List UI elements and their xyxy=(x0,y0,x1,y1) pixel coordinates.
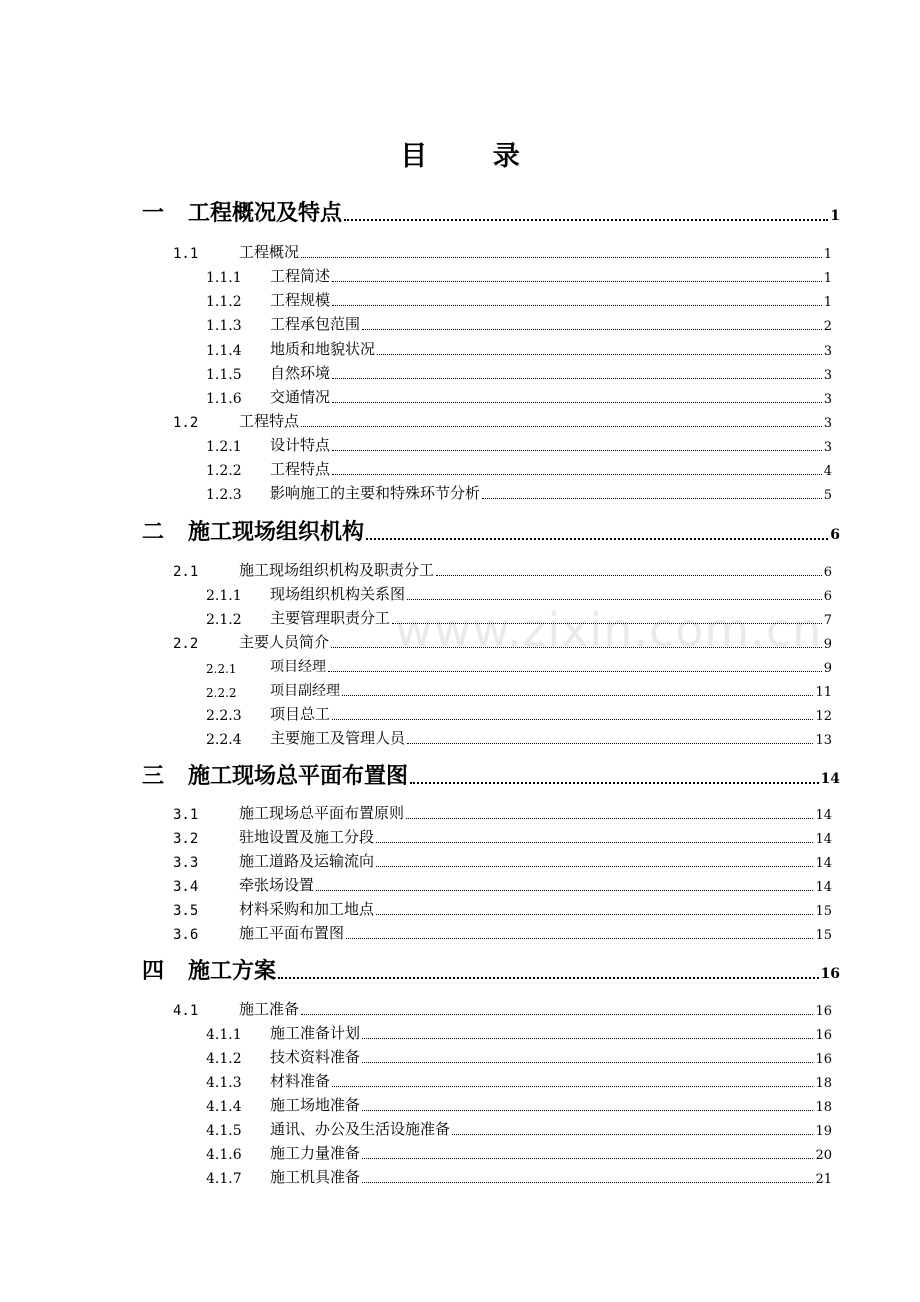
dot-leader xyxy=(407,743,813,744)
toc-page-number: 14 xyxy=(815,832,832,847)
toc-heading: 工程概况及特点 xyxy=(188,201,343,226)
toc-number: 3.4 xyxy=(173,879,199,895)
toc-heading: 通讯、办公及生活设施准备 xyxy=(270,1120,451,1138)
toc-entry[interactable] xyxy=(206,1093,832,1115)
dot-leader xyxy=(332,1086,813,1087)
dot-leader xyxy=(366,538,828,540)
toc-heading: 施工现场总平面布置图 xyxy=(188,764,409,789)
toc-entry[interactable] xyxy=(206,1117,832,1139)
dot-leader xyxy=(332,281,822,282)
toc-entry[interactable] xyxy=(206,264,832,286)
dot-leader xyxy=(362,1110,813,1111)
toc-number: 1.2.2 xyxy=(206,463,242,479)
toc-page-number: 2 xyxy=(823,319,832,334)
dot-leader xyxy=(452,1134,813,1135)
toc-entry[interactable] xyxy=(173,801,832,823)
toc-number: 3.5 xyxy=(173,903,199,919)
toc-page-number: 1 xyxy=(823,295,832,310)
toc-heading: 施工现场组织机构 xyxy=(188,520,365,545)
toc-page-number: 18 xyxy=(815,1076,832,1091)
dot-leader xyxy=(436,575,822,576)
toc-entry[interactable] xyxy=(206,288,832,310)
toc-number: 1.1.5 xyxy=(206,367,242,383)
toc-page-number: 16 xyxy=(815,1052,832,1067)
toc-page-number: 3 xyxy=(823,368,832,383)
toc-heading: 施工力量准备 xyxy=(270,1144,361,1162)
toc-entry[interactable] xyxy=(206,312,832,334)
toc-number: 1.2.1 xyxy=(206,439,242,455)
toc-heading: 施工现场组织机构及职责分工 xyxy=(239,561,435,579)
toc-entry[interactable] xyxy=(206,678,832,700)
toc-number: 1.1.3 xyxy=(206,318,242,334)
toc-heading: 自然环境 xyxy=(270,364,331,382)
toc-heading: 主要施工及管理人员 xyxy=(270,729,406,747)
toc-number: 1.1 xyxy=(173,246,199,262)
dot-leader xyxy=(362,329,822,330)
toc-heading: 工程特点 xyxy=(239,412,300,430)
toc-page-number: 18 xyxy=(815,1100,832,1115)
dot-leader xyxy=(376,866,813,867)
toc-heading: 施工道路及运输流向 xyxy=(239,852,375,870)
toc-entry[interactable] xyxy=(142,516,840,546)
toc-heading: 影响施工的主要和特殊环节分析 xyxy=(270,484,481,502)
dot-leader xyxy=(346,938,813,939)
toc-number: 1.1.6 xyxy=(206,391,242,407)
toc-entry[interactable] xyxy=(206,582,832,604)
toc-page-number: 3 xyxy=(823,440,832,455)
dot-leader xyxy=(362,1158,813,1159)
toc-heading: 施工准备 xyxy=(239,1000,300,1018)
toc-page-number: 4 xyxy=(823,464,832,479)
dot-leader xyxy=(362,1062,813,1063)
toc-entry[interactable] xyxy=(206,1141,832,1163)
toc-page-number: 5 xyxy=(823,488,832,503)
toc-entry[interactable] xyxy=(206,457,832,479)
dot-leader xyxy=(316,890,813,891)
toc-number: 4.1.4 xyxy=(206,1099,242,1115)
toc-entry[interactable] xyxy=(206,1165,832,1187)
toc-page-number: 11 xyxy=(815,685,832,700)
toc-entry[interactable] xyxy=(173,240,832,262)
toc-number: 4.1.6 xyxy=(206,1147,242,1163)
dot-leader xyxy=(278,977,819,979)
toc-entry[interactable] xyxy=(173,849,832,871)
toc-page-number: 9 xyxy=(823,661,832,676)
toc-page-number: 6 xyxy=(823,589,832,604)
toc-heading: 工程概况 xyxy=(239,243,300,261)
toc-number: 2.1.1 xyxy=(206,588,242,604)
toc-number: 1.2 xyxy=(173,415,199,431)
toc-entry[interactable] xyxy=(173,897,832,919)
dot-leader xyxy=(377,354,822,355)
toc-entry[interactable] xyxy=(142,955,840,985)
toc-entry[interactable] xyxy=(206,1045,832,1067)
toc-heading: 项目总工 xyxy=(270,705,331,723)
dot-leader xyxy=(407,599,822,600)
toc-heading: 设计特点 xyxy=(270,436,331,454)
toc-number: 4.1.5 xyxy=(206,1123,242,1139)
dot-leader xyxy=(482,498,822,499)
toc-heading: 工程承包范围 xyxy=(270,315,361,333)
toc-entry[interactable] xyxy=(173,997,832,1019)
toc-page-number: 19 xyxy=(815,1124,832,1139)
dot-leader xyxy=(332,378,822,379)
toc-page-number: 14 xyxy=(815,880,832,895)
dot-leader xyxy=(406,818,813,819)
toc-entry[interactable] xyxy=(206,702,832,724)
toc-heading: 施工方案 xyxy=(188,959,277,984)
toc-heading: 施工现场总平面布置原则 xyxy=(239,804,405,822)
toc-entry[interactable] xyxy=(206,337,832,359)
toc-number: 2.2.1 xyxy=(206,662,237,676)
toc-page-number: 9 xyxy=(823,637,832,652)
toc-entry[interactable] xyxy=(206,606,832,628)
dot-leader xyxy=(376,914,813,915)
toc-page-number: 15 xyxy=(815,904,832,919)
toc-number: 2.2.4 xyxy=(206,732,242,748)
toc-page-number: 16 xyxy=(815,1004,832,1019)
toc-number: 1.2.3 xyxy=(206,487,242,503)
toc-entry[interactable] xyxy=(173,825,832,847)
toc-number: 4.1 xyxy=(173,1003,199,1019)
dot-leader xyxy=(332,402,822,403)
toc-page-number: 3 xyxy=(823,416,832,431)
toc-heading: 施工机具准备 xyxy=(270,1168,361,1186)
toc-number: 4.1.1 xyxy=(206,1027,242,1043)
toc-heading: 牵张场设置 xyxy=(239,876,315,894)
toc-heading: 主要人员简介 xyxy=(239,633,330,651)
toc-page-number: 14 xyxy=(815,856,832,871)
toc-page-number: 1 xyxy=(830,208,840,224)
toc-page-number: 1 xyxy=(823,247,832,262)
toc-page-number: 7 xyxy=(823,613,832,628)
dot-leader xyxy=(301,426,822,427)
toc-entry[interactable] xyxy=(206,726,832,748)
toc-page-number: 6 xyxy=(830,527,840,543)
toc-entry[interactable] xyxy=(142,760,840,790)
toc-number: 4.1.3 xyxy=(206,1075,242,1091)
dot-leader xyxy=(331,647,822,648)
dot-leader xyxy=(332,719,813,720)
toc-page-number: 13 xyxy=(815,733,832,748)
toc-page-number: 12 xyxy=(815,709,832,724)
toc-page-number: 1 xyxy=(823,271,832,286)
toc-heading: 施工平面布置图 xyxy=(239,924,345,942)
toc-number: 2.2.3 xyxy=(206,708,242,724)
toc-heading: 工程规模 xyxy=(270,291,331,309)
toc-entry[interactable] xyxy=(206,361,832,383)
toc-number: 3.6 xyxy=(173,927,199,943)
toc-number: 1.1.2 xyxy=(206,294,242,310)
toc-heading: 工程简述 xyxy=(270,267,331,285)
toc-page-number: 6 xyxy=(823,565,832,580)
toc-page-number: 16 xyxy=(815,1028,832,1043)
toc-page-number: 21 xyxy=(815,1172,832,1187)
toc-heading: 工程特点 xyxy=(270,460,331,478)
toc-heading: 主要管理职责分工 xyxy=(270,609,391,627)
toc-number: 3.1 xyxy=(173,807,199,823)
toc-page-number: 3 xyxy=(823,344,832,359)
toc-number: 二 xyxy=(142,520,165,545)
toc-heading: 项目副经理 xyxy=(270,683,340,699)
dot-leader xyxy=(362,1182,813,1183)
toc-entry[interactable] xyxy=(206,433,832,455)
toc-page-number: 14 xyxy=(815,808,832,823)
toc-number: 1.1.1 xyxy=(206,270,242,286)
toc-heading: 技术资料准备 xyxy=(270,1048,361,1066)
toc-heading: 材料采购和加工地点 xyxy=(239,900,375,918)
toc-heading: 地质和地貌状况 xyxy=(270,340,376,358)
toc-entry[interactable] xyxy=(206,385,832,407)
toc-number: 三 xyxy=(142,764,165,789)
toc-page-number: 3 xyxy=(823,392,832,407)
toc-number: 4.1.7 xyxy=(206,1171,242,1187)
toc-number: 四 xyxy=(142,959,165,984)
toc-number: 2.2 xyxy=(173,636,199,652)
dot-leader xyxy=(410,782,819,784)
dot-leader xyxy=(328,671,822,672)
toc-entry[interactable] xyxy=(206,481,832,503)
dot-leader xyxy=(362,1038,813,1039)
toc-heading: 现场组织机构关系图 xyxy=(270,585,406,603)
toc-number: 3.3 xyxy=(173,855,199,871)
toc-entry[interactable] xyxy=(173,921,832,943)
toc-number: 4.1.2 xyxy=(206,1051,242,1067)
toc-entry[interactable] xyxy=(206,1021,832,1043)
dot-leader xyxy=(301,1014,813,1015)
toc-number: 2.2.2 xyxy=(206,686,237,700)
toc-entry[interactable] xyxy=(142,197,840,227)
toc-page-number: 14 xyxy=(820,771,840,787)
toc-heading: 施工场地准备 xyxy=(270,1096,361,1114)
dot-leader xyxy=(301,257,822,258)
dot-leader xyxy=(376,842,813,843)
toc-number: 3.2 xyxy=(173,831,199,847)
toc-number: 1.1.4 xyxy=(206,343,242,359)
toc-page-number: 15 xyxy=(815,928,832,943)
toc-entry[interactable] xyxy=(173,873,832,895)
dot-leader xyxy=(332,450,822,451)
toc-page-number: 20 xyxy=(815,1148,832,1163)
toc-heading: 施工准备计划 xyxy=(270,1024,361,1042)
toc-page-number: 16 xyxy=(820,966,840,982)
toc-number: 2.1 xyxy=(173,564,199,580)
toc-entry[interactable] xyxy=(173,630,832,652)
toc-entry[interactable] xyxy=(206,654,832,676)
toc-heading: 交通情况 xyxy=(270,388,331,406)
toc-entry[interactable] xyxy=(173,558,832,580)
dot-leader xyxy=(342,695,813,696)
toc-entry[interactable] xyxy=(206,1069,832,1091)
toc-number: 一 xyxy=(142,201,165,226)
dot-leader xyxy=(332,305,822,306)
toc-entry[interactable] xyxy=(173,409,832,431)
toc-heading: 材料准备 xyxy=(270,1072,331,1090)
dot-leader xyxy=(344,219,828,221)
dot-leader xyxy=(392,623,822,624)
dot-leader xyxy=(332,474,822,475)
toc-heading: 驻地设置及施工分段 xyxy=(239,828,375,846)
watermark: www.zixin.com.cn xyxy=(395,603,823,657)
toc-number: 2.1.2 xyxy=(206,612,242,628)
page-title: 目 录 xyxy=(400,141,548,172)
toc-heading: 项目经理 xyxy=(270,659,326,675)
